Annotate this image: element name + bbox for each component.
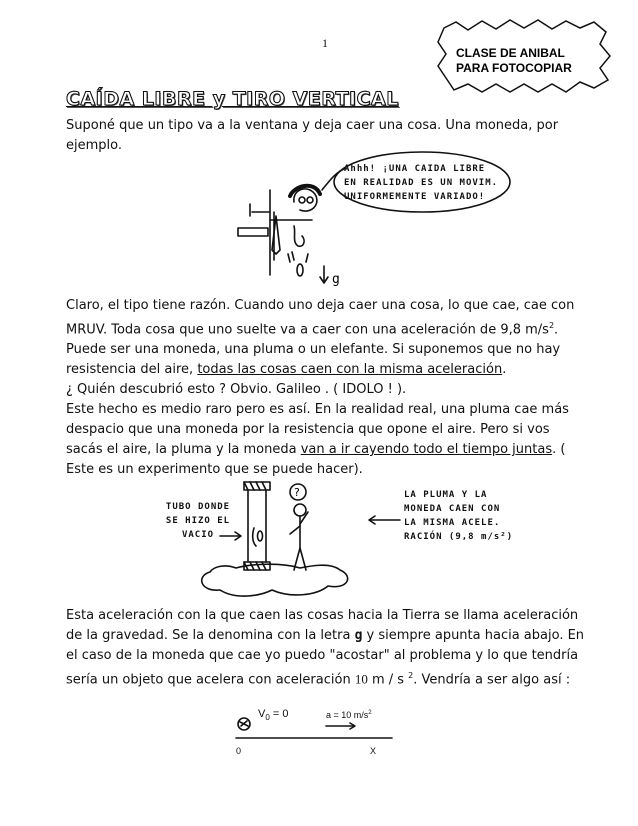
p2-line-1: ¿ Quién descubrió esto ? Obvio. Galileo . ( IDOLO ! ). xyxy=(66,382,407,397)
v0-value: = 0 xyxy=(269,708,289,720)
p3-accel-value: 10 xyxy=(354,671,368,687)
page-number: 1 xyxy=(322,36,328,50)
feather-note-line-4: RACIÓN (9,8 m/s²) xyxy=(404,532,514,542)
stamp-line-1: CLASE DE ANIBAL xyxy=(456,46,565,60)
p1-underlined: todas las cosas caen con la misma aceleración xyxy=(197,362,503,378)
p1-sup: 2 xyxy=(548,321,555,330)
p2-text-2: . ( Este es un experimento que se puede hacer). xyxy=(66,442,566,477)
stamp-line-2: PARA FOTOCOPIAR xyxy=(456,61,572,75)
p3-text-3: . Vendría a ser algo así : xyxy=(413,672,571,688)
axis-x-label: X xyxy=(370,746,377,756)
p3-sup: 2 xyxy=(408,671,414,680)
fig2-question: ? xyxy=(294,486,300,499)
p3-text-2: y siempre apunta hacia abajo. En el caso de la moneda que cae yo puedo "acostar" al problema y lo que tendría sería un objeto que acelera con aceleración xyxy=(66,628,585,688)
v0-symbol: V xyxy=(258,708,266,720)
tube-note xyxy=(148,500,248,542)
stamp-text xyxy=(456,46,606,76)
page-title: CAÍDA LIBRE y TIRO VERTICAL xyxy=(66,88,399,110)
feather-note-line-3: LA MISMA ACELE. xyxy=(404,518,501,528)
p1-text-1: Claro, el tipo tiene razón. Cuando uno deja caer una cosa, lo que cae, cae con MRUV. Toda cosa que uno suelte va a caer con una aceleración de 9,8 m/s xyxy=(66,298,575,338)
initial-velocity-label xyxy=(258,708,288,722)
intro-paragraph: Suponé que un tipo va a la ventana y deja caer una cosa. Una moneda, por ejemplo. xyxy=(66,118,559,153)
p3-g: g xyxy=(354,628,363,643)
p1-text-2: . Puede ser una moneda, una pluma o un elefante. Si suponemos que no hay resistencia del aire, xyxy=(66,322,561,378)
paragraph-galileo xyxy=(66,380,586,480)
bubble-line-1: Ahhh! ¡UNA CAIDA LIBRE xyxy=(344,164,486,174)
p1-end: . xyxy=(502,362,507,378)
v0-subscript: 0 xyxy=(265,713,270,723)
feather-note-line-2: MONEDA CAEN CON xyxy=(404,504,501,514)
tube-note-line-3: VACIO xyxy=(181,530,215,540)
p3-accel-unit: m / s xyxy=(367,672,409,688)
p2-underlined: van a ir cayendo todo el tiempo juntas xyxy=(300,442,553,457)
tube-note-line-2: SE HIZO EL xyxy=(165,516,231,526)
fig1-g-label: g xyxy=(332,272,340,287)
acceleration-label xyxy=(326,710,372,720)
feather-coin-note xyxy=(404,488,534,544)
p3-text-1: Esta aceleración con la que caen las cosas hacia la Tierra se llama aceleración de la gravedad. Se la denomina con la letra xyxy=(66,608,579,643)
axis-origin-label: 0 xyxy=(236,746,242,756)
feather-note-line-1: LA PLUMA Y LA xyxy=(404,490,488,500)
accel-text: a = 10 m/s xyxy=(326,710,369,720)
tube-note-line-1: TUBO DONDE xyxy=(165,502,231,512)
speech-bubble-text xyxy=(344,162,524,204)
bubble-line-3: UNIFORMEMENTE VARIADO! xyxy=(344,192,486,202)
accel-sup: 2 xyxy=(368,710,372,716)
paragraph-mruv xyxy=(66,296,586,380)
horizontal-axis-diagram xyxy=(230,700,400,768)
p2-text-1: Este hecho es medio raro pero es así. En la realidad real, una pluma cae más despacio que una moneda por la resistencia que opone el aire. Pero si vos sacás el aire, la pluma y la moneda xyxy=(66,402,569,457)
paragraph-gravity xyxy=(66,606,586,690)
bubble-line-2: EN REALIDAD ES UN MOVIM. xyxy=(344,178,499,188)
